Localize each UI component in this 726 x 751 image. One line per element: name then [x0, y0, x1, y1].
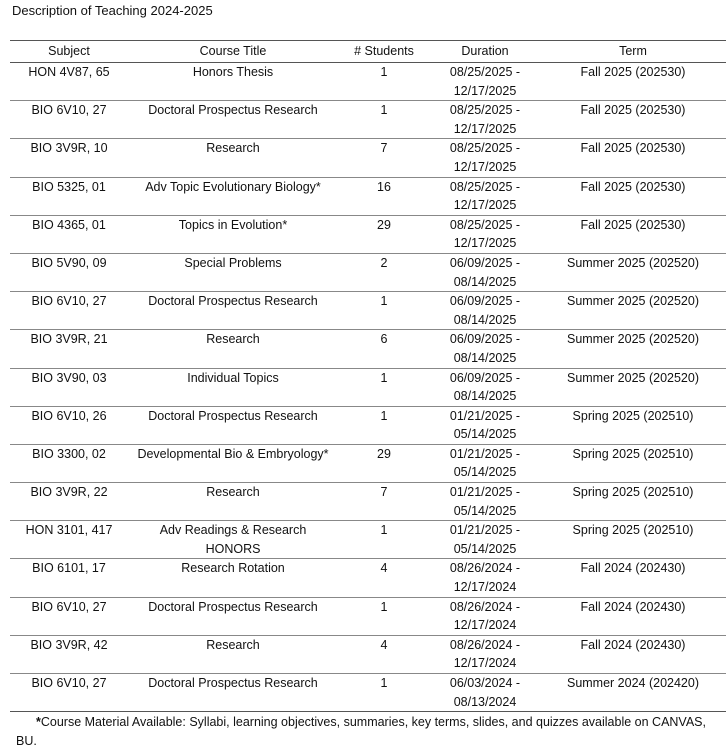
cell-students: 1	[380, 370, 388, 385]
cell-term: Fall 2025 (202530)	[580, 217, 686, 232]
cell-course-title: Doctoral Prospectus Research	[148, 294, 318, 309]
cell-subject: BIO 5V90, 09	[31, 255, 107, 270]
table-row	[10, 253, 726, 291]
teaching-table	[10, 40, 726, 712]
cell-students: 4	[380, 637, 388, 652]
cell-duration: 08/25/2025 - 12/17/2025	[449, 179, 521, 213]
table-row	[10, 521, 726, 559]
table-row	[10, 330, 726, 368]
cell-course-title: Doctoral Prospectus Research	[148, 103, 318, 118]
cell-course-title: Individual Topics	[187, 370, 279, 385]
cell-term: Fall 2025 (202530)	[580, 65, 686, 79]
table-row	[10, 63, 726, 101]
table-row	[10, 674, 726, 712]
table-row	[10, 406, 726, 444]
cell-term: Fall 2025 (202530)	[580, 141, 686, 156]
cell-students: 1	[380, 408, 388, 423]
cell-course-title: Doctoral Prospectus Research	[148, 676, 318, 690]
table-row	[10, 292, 726, 330]
header-course-title: Course Title	[199, 44, 267, 58]
table-row	[10, 368, 726, 406]
cell-students: 2	[380, 255, 388, 270]
cell-course-title: Doctoral Prospectus Research	[148, 599, 318, 614]
cell-subject: BIO 6101, 17	[32, 561, 106, 576]
cell-students: 6	[380, 332, 388, 347]
table-row	[10, 215, 726, 253]
cell-duration: 06/03/2024 - 08/13/2024	[449, 676, 521, 709]
cell-term: Summer 2025 (202520)	[566, 294, 700, 309]
cell-term: Spring 2025 (202510)	[572, 485, 694, 500]
table-header-row	[10, 41, 726, 63]
cell-subject: BIO 6V10, 27	[31, 599, 107, 614]
cell-subject: BIO 6V10, 26	[31, 408, 107, 423]
cell-students: 7	[380, 485, 388, 500]
cell-course-title: Honors Thesis	[192, 65, 274, 79]
table-row	[10, 101, 726, 139]
cell-students: 1	[380, 523, 388, 538]
cell-course-title: Doctoral Prospectus Research	[148, 408, 318, 423]
cell-subject: BIO 6V10, 27	[31, 676, 107, 690]
cell-subject: BIO 3300, 02	[32, 446, 106, 461]
cell-term: Fall 2025 (202530)	[580, 179, 686, 194]
cell-subject: BIO 3V9R, 22	[30, 485, 108, 500]
header-subject: Subject	[48, 44, 90, 58]
cell-course-title: Research	[206, 637, 260, 652]
cell-term: Summer 2025 (202520)	[566, 370, 700, 385]
table-row	[10, 597, 726, 635]
cell-term: Summer 2025 (202520)	[566, 255, 700, 270]
footnote-marker: *	[36, 715, 41, 730]
cell-term: Fall 2024 (202430)	[580, 599, 686, 614]
cell-course-title: Developmental Bio & Embryology*	[137, 446, 329, 461]
cell-course-title: Research	[206, 332, 260, 347]
cell-term: Fall 2024 (202430)	[580, 561, 686, 576]
cell-duration: 06/09/2025 - 08/14/2025	[449, 255, 521, 289]
header-term: Term	[619, 44, 647, 58]
cell-duration: 06/09/2025 - 08/14/2025	[449, 332, 521, 365]
table-row	[10, 177, 726, 215]
cell-course-title: Special Problems	[184, 255, 282, 270]
header-students: # Students	[354, 44, 414, 58]
cell-term: Fall 2025 (202530)	[580, 103, 686, 118]
cell-term: Summer 2024 (202420)	[566, 676, 700, 690]
cell-course-title: Research	[206, 485, 260, 500]
cell-duration: 06/09/2025 - 08/14/2025	[449, 294, 521, 327]
cell-duration: 01/21/2025 - 05/14/2025	[449, 485, 521, 518]
cell-students: 29	[377, 217, 391, 232]
cell-subject: BIO 6V10, 27	[31, 294, 107, 309]
cell-course-title: Adv Readings & Research HONORS	[159, 523, 307, 556]
cell-duration: 08/25/2025 - 12/17/2025	[449, 103, 521, 136]
cell-students: 1	[380, 294, 388, 309]
footnote	[16, 713, 716, 751]
header-duration: Duration	[461, 44, 509, 58]
cell-subject: BIO 3V9R, 21	[30, 332, 108, 347]
cell-students: 1	[380, 65, 388, 79]
cell-subject: BIO 3V90, 03	[31, 370, 107, 385]
cell-students: 29	[377, 446, 391, 461]
cell-duration: 01/21/2025 - 05/14/2025	[449, 408, 521, 442]
cell-duration: 08/25/2025 - 12/17/2025	[449, 65, 521, 98]
cell-students: 7	[380, 141, 388, 156]
cell-duration: 08/25/2025 - 12/17/2025	[449, 141, 521, 174]
table-row	[10, 559, 726, 597]
cell-subject: HON 3101, 417	[25, 523, 113, 538]
cell-course-title: Adv Topic Evolutionary Biology*	[145, 179, 321, 194]
cell-students: 1	[380, 103, 388, 118]
cell-duration: 08/26/2024 - 12/17/2024	[449, 599, 521, 633]
page-title: Description of Teaching 2024-2025	[12, 3, 213, 18]
cell-duration: 08/26/2024 - 12/17/2024	[449, 561, 521, 595]
cell-term: Summer 2025 (202520)	[566, 332, 700, 347]
cell-course-title: Topics in Evolution*	[178, 217, 288, 232]
cell-subject: BIO 3V9R, 10	[30, 141, 108, 156]
cell-students: 4	[380, 561, 388, 576]
cell-subject: HON 4V87, 65	[28, 65, 110, 79]
cell-students: 1	[380, 676, 388, 690]
table-row	[10, 483, 726, 521]
cell-course-title: Research Rotation	[181, 561, 285, 576]
cell-course-title: Research	[206, 141, 260, 156]
cell-students: 16	[377, 179, 391, 194]
cell-subject: BIO 4365, 01	[32, 217, 106, 232]
footnote-text: Course Material Available: Syllabi, learning objectives, summaries, key terms, slides, and quizzes available on CANVAS, BU.	[16, 715, 706, 749]
cell-term: Fall 2024 (202430)	[580, 637, 686, 652]
cell-term: Spring 2025 (202510)	[572, 446, 694, 461]
table-row	[10, 444, 726, 482]
cell-duration: 08/25/2025 - 12/17/2025	[449, 217, 521, 251]
cell-duration: 01/21/2025 - 05/14/2025	[449, 523, 521, 556]
table-row	[10, 139, 726, 177]
cell-duration: 06/09/2025 - 08/14/2025	[449, 370, 521, 404]
cell-subject: BIO 3V9R, 42	[30, 637, 108, 652]
cell-subject: BIO 6V10, 27	[31, 103, 107, 118]
cell-subject: BIO 5325, 01	[32, 179, 106, 194]
cell-students: 1	[380, 599, 388, 614]
cell-term: Spring 2025 (202510)	[572, 408, 694, 423]
table-row	[10, 635, 726, 673]
cell-term: Spring 2025 (202510)	[572, 523, 694, 538]
cell-duration: 08/26/2024 - 12/17/2024	[449, 637, 521, 671]
cell-duration: 01/21/2025 - 05/14/2025	[449, 446, 521, 480]
